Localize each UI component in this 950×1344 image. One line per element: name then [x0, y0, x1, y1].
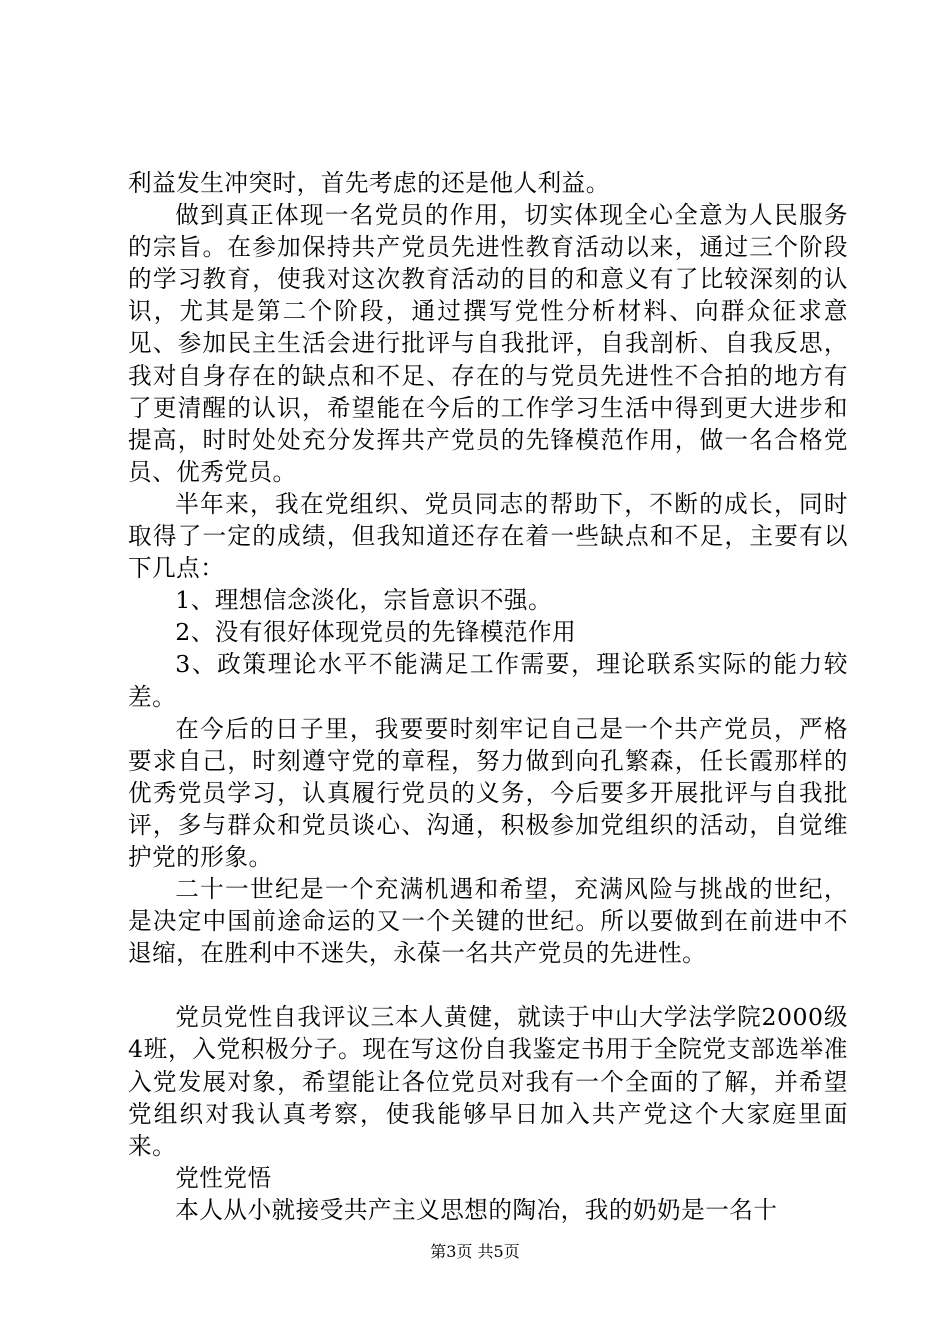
- paragraph-spacer: [128, 969, 848, 1001]
- paragraph-future: 在今后的日子里，我要要时刻牢记自己是一个共产党员，严格要求自己，时刻遵守党的章程，努力做到向孔繁森，任长霞那样的优秀党员学习，认真履行党员的义务，今后要多开展批评与自我批评，多与群众和党员谈心、沟通，积极参加党组织的活动，自觉维护党的形象。: [128, 714, 848, 871]
- paragraph-half-year: 半年来，我在党组织、党员同志的帮助下，不断的成长，同时取得了一定的成绩，但我知道还存在着一些缺点和不足，主要有以下几点：: [128, 489, 848, 583]
- paragraph-continuation: 利益发生冲突时，首先考虑的还是他人利益。: [128, 169, 610, 197]
- paragraph-upbringing: 本人从小就接受共产主义思想的陶冶，我的奶奶是一名十: [175, 1195, 778, 1224]
- list-item-2: 2、没有很好体现党员的先锋模范作用: [175, 618, 577, 647]
- list-item-3: 3、政策理论水平不能满足工作需要，理论联系实际的能力较差。: [128, 650, 848, 711]
- list-item-1: 1、理想信念淡化，宗旨意识不强。: [175, 586, 553, 615]
- paragraph-century: 二十一世纪是一个充满机遇和希望，充满风险与挑战的世纪，是决定中国前途命运的又一个关键的世纪。所以要做到在前进中不退缩，在胜利中不迷失，永葆一名共产党员的先进性。: [128, 875, 848, 968]
- document-body: [128, 167, 848, 1226]
- page-number-footer: 第3页 共5页: [430, 1242, 520, 1261]
- section-heading: 党性党悟: [175, 1163, 272, 1192]
- paragraph-party-role: 做到真正体现一名党员的作用，切实体现全心全意为人民服务的宗旨。在参加保持共产党员先进性教育活动以来，通过三个阶段的学习教育，使我对这次教育活动的目的和意义有了比较深刻的认识，尤其是第二个阶段，通过撰写党性分析材料、向群众征求意见、参加民主生活会进行批评与自我批评，自我剖析、自我反思，我对自身存在的缺点和不足、存在的与党员先进性不合拍的地方有了更清醒的认识，希望能在今后的工作学习生活中得到更大进步和提高，时时处处充分发挥共产党员的先锋模范作用，做一名合格党员、优秀党员。: [128, 201, 848, 486]
- paragraph-self-evaluation: 党员党性自我评议三本人黄健，就读于中山大学法学院2000级4班，入党积极分子。现在写这份自我鉴定书用于全院党支部选举准入党发展对象，希望能让各位党员对我有一个全面的了解，并希望党组织对我认真考察，使我能够早日加入共产党这个大家庭里面来。: [128, 1003, 848, 1160]
